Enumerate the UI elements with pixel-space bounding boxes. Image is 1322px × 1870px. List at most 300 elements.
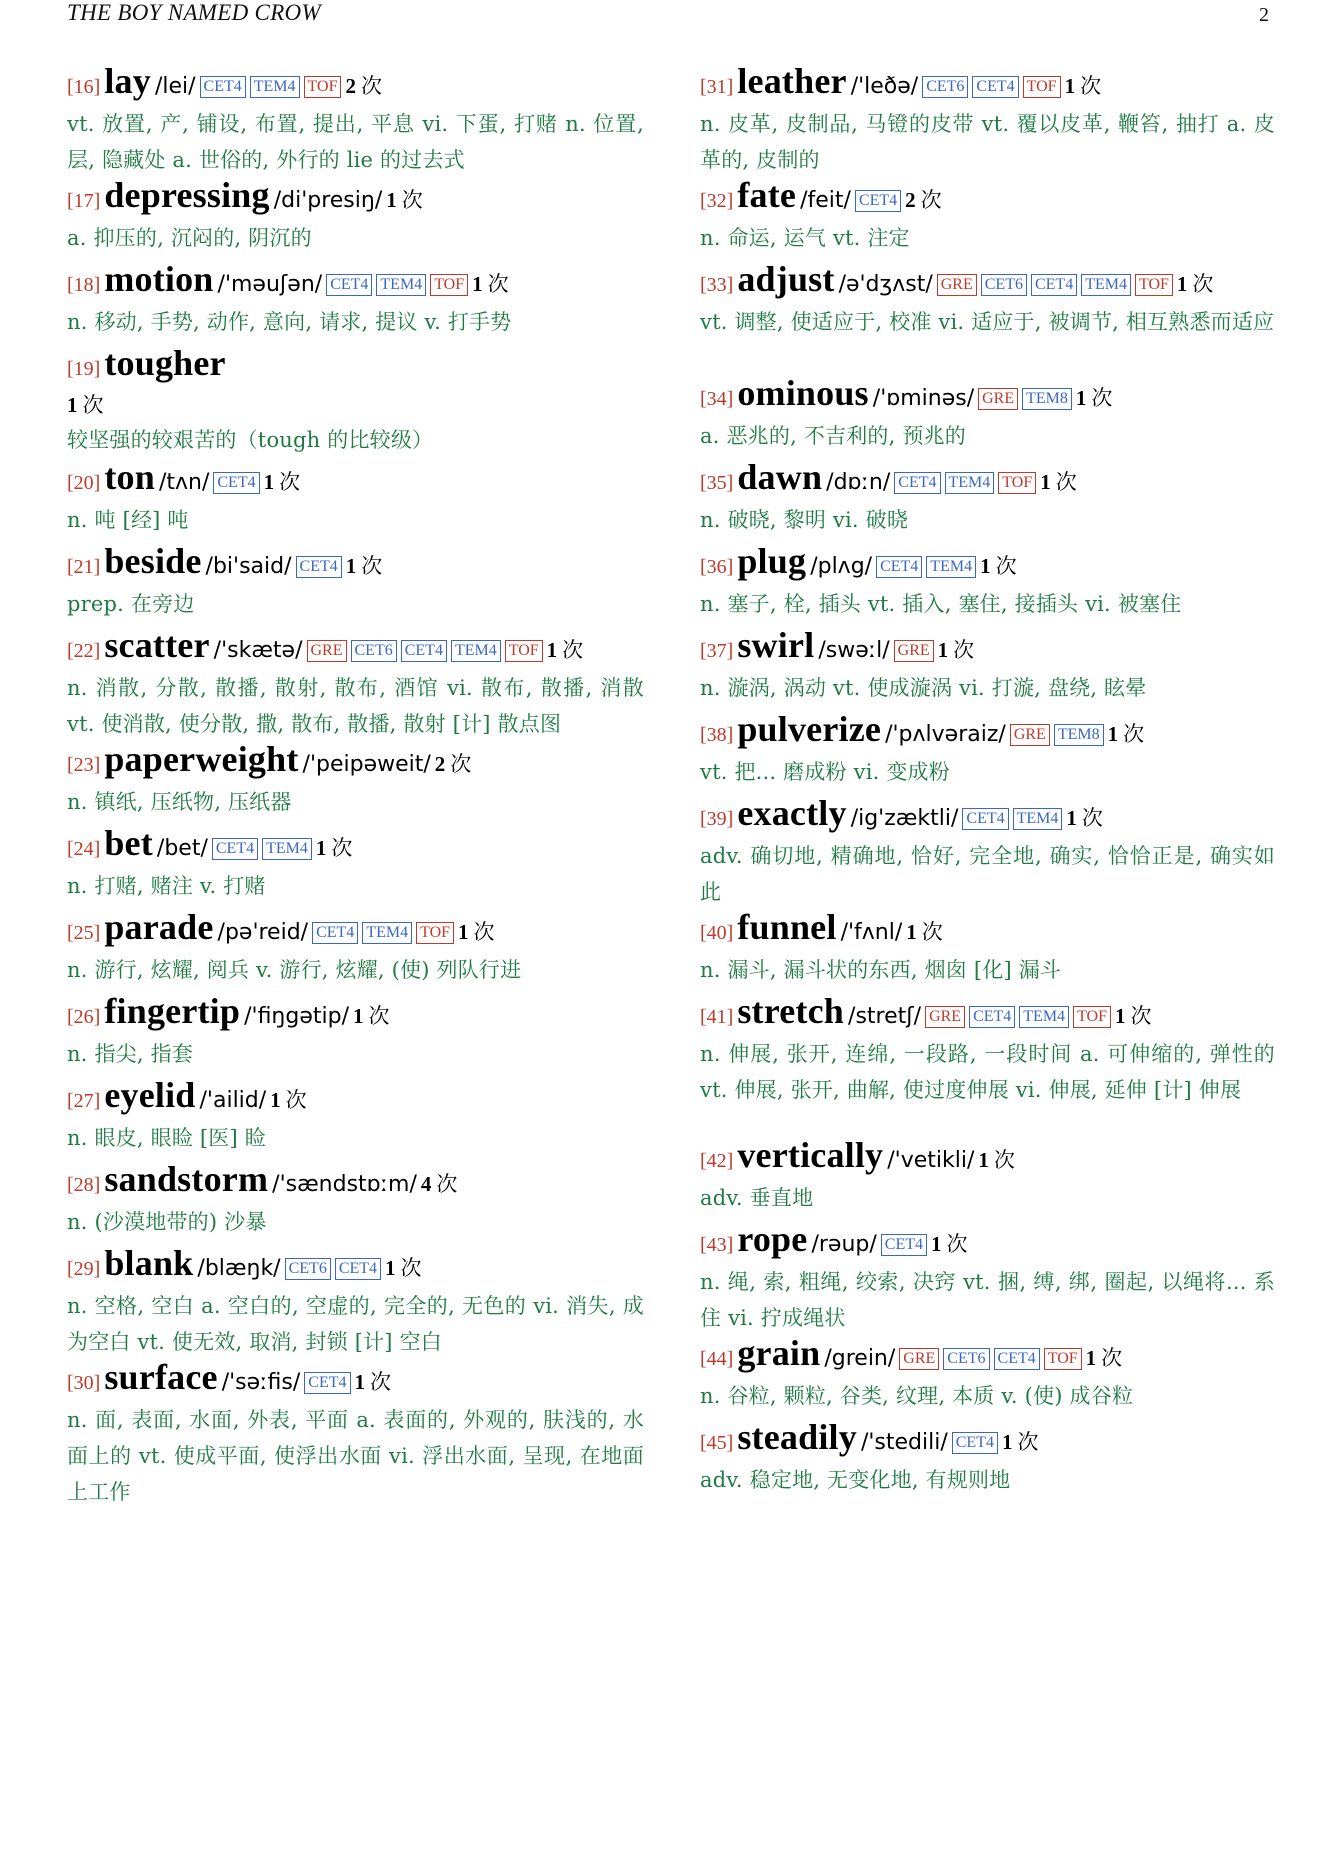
entry-phonetic: /'sændstɒːm/: [272, 1172, 417, 1197]
occurrence-count-unit: 次: [1080, 74, 1102, 98]
entry-phonetic: /'ɒminəs/: [872, 386, 975, 411]
entry-head: [67, 1244, 644, 1288]
entry-head: [700, 992, 1275, 1036]
occurrence-count: [435, 752, 472, 776]
vocab-entry: [700, 1220, 1275, 1336]
entry-word: paperweight: [104, 739, 299, 779]
entry-word: steadily: [737, 1417, 857, 1457]
occurrence-count: [316, 836, 353, 860]
exam-tag: CET4: [200, 76, 246, 98]
entry-word: grain: [737, 1333, 821, 1373]
occurrence-count: [1108, 722, 1145, 746]
vocab-entry: [67, 1358, 644, 1510]
entry-head: [700, 1136, 1275, 1180]
entry-definition: adv. 稳定地, 无变化地, 有规则地: [700, 1468, 1011, 1492]
vocab-entry: [700, 176, 1275, 256]
exam-tag: CET4: [994, 1348, 1040, 1370]
entry-word: exactly: [737, 793, 847, 833]
occurrence-count-unit: 次: [331, 836, 353, 860]
occurrence-count: [353, 1004, 390, 1028]
entry-definition: n. (沙漠地带的) 沙暴: [67, 1210, 267, 1234]
entry-word: eyelid: [104, 1075, 196, 1115]
occurrence-count: [472, 272, 509, 296]
occurrence-count: [938, 638, 975, 662]
entry-index: [17]: [67, 190, 101, 212]
occurrence-count: [547, 638, 584, 662]
entry-head: [700, 374, 1275, 418]
occurrence-count-number: 1: [1075, 386, 1087, 410]
occurrence-count-number: 1: [458, 920, 469, 944]
entry-head: [700, 542, 1275, 586]
entry-word: motion: [104, 259, 214, 299]
exam-tag: TOF: [416, 922, 454, 944]
entry-index: [39]: [700, 808, 734, 830]
entry-index: [18]: [67, 274, 101, 296]
entry-definition: n. 镇纸, 压纸物, 压纸器: [67, 790, 292, 814]
exam-tag: GRE: [307, 640, 347, 662]
exam-tag: CET4: [972, 76, 1018, 98]
occurrence-count: [1040, 470, 1077, 494]
entry-definition: n. 漏斗, 漏斗状的东西, 烟囱 [化] 漏斗: [700, 958, 1062, 982]
entry-phonetic: /'leðə/: [850, 74, 919, 99]
entry-phonetic: /tʌn/: [158, 470, 210, 495]
entry-index: [30]: [67, 1372, 101, 1394]
entry-definition: n. 皮革, 皮制品, 马镫的皮带 vt. 覆以皮革, 鞭笞, 抽打 a. 皮革的, 皮制的: [700, 112, 1275, 172]
occurrence-count: [355, 1370, 392, 1394]
entry-index: [32]: [700, 190, 734, 212]
entry-head: [67, 458, 644, 502]
entry-head: [67, 62, 644, 106]
entry-definition: n. 游行, 炫耀, 阅兵 v. 游行, 炫耀, (使) 列队行进: [67, 958, 522, 982]
occurrence-count: [905, 188, 942, 212]
vocab-entry: [700, 794, 1275, 910]
exam-tag: CET4: [304, 1372, 350, 1394]
vocab-entry: [67, 824, 644, 904]
entry-definition: vt. 把... 磨成粉 vi. 变成粉: [700, 760, 950, 784]
occurrence-count-unit: 次: [993, 1148, 1015, 1172]
entry-phonetic: /plʌg/: [810, 554, 873, 579]
vocab-entry: [67, 344, 644, 458]
vocab-entry: [67, 62, 644, 178]
exam-tag: GRE: [978, 388, 1018, 410]
entry-head: [700, 1334, 1275, 1378]
page-number: 2: [1259, 4, 1269, 26]
occurrence-count: [1115, 1004, 1152, 1028]
entry-definition: n. 破晓, 黎明 vi. 破晓: [700, 508, 909, 532]
entry-index: [33]: [700, 274, 734, 296]
exam-tag: TEM4: [1013, 808, 1063, 830]
entry-phonetic: /di'presiŋ/: [273, 188, 383, 213]
entry-head: [700, 1418, 1275, 1462]
entry-index: [35]: [700, 472, 734, 494]
occurrence-count-line: [67, 388, 644, 422]
exam-tag: GRE: [1010, 724, 1050, 746]
vocab-entry: [67, 260, 644, 340]
entry-definition: adv. 确切地, 精确地, 恰好, 完全地, 确实, 恰恰正是, 确实如此: [700, 844, 1275, 904]
occurrence-count-unit: 次: [361, 554, 383, 578]
entry-head: [67, 908, 644, 952]
occurrence-count-number: 1: [472, 272, 483, 296]
entry-index: [43]: [700, 1234, 734, 1256]
exam-tag: TOF: [1023, 76, 1061, 98]
vocab-entry: [67, 908, 644, 988]
occurrence-count-number: 1: [978, 1148, 989, 1172]
entry-word: fate: [737, 175, 797, 215]
exam-tag: TEM4: [362, 922, 412, 944]
entry-word: stretch: [737, 991, 845, 1031]
entry-definition: n. 消散, 分散, 散播, 散射, 散布, 酒馆 vi. 散布, 散播, 消散 vt. 使消散, 使分散, 撒, 散布, 散播, 散射 [计] 散点图: [67, 676, 644, 736]
entry-word: surface: [104, 1357, 218, 1397]
occurrence-count: [421, 1172, 458, 1196]
entry-head: [700, 1220, 1275, 1264]
entry-word: depressing: [104, 175, 270, 215]
vocab-entry: [700, 62, 1275, 178]
entry-word: adjust: [737, 259, 835, 299]
entry-phonetic: /'skætə/: [213, 638, 303, 663]
occurrence-count: [386, 188, 423, 212]
occurrence-count-number: 1: [263, 470, 275, 494]
occurrence-count-unit: 次: [1123, 722, 1145, 746]
occurrence-count: [1177, 272, 1214, 296]
occurrence-count: [67, 393, 104, 417]
occurrence-count-number: 1: [1064, 74, 1076, 98]
entry-definition: 较坚强的较艰苦的（tough 的比较级）: [67, 428, 434, 452]
occurrence-count-number: 1: [1001, 1430, 1013, 1454]
entry-head: [700, 626, 1275, 670]
occurrence-count: [345, 74, 382, 98]
occurrence-count-unit: 次: [953, 638, 975, 662]
occurrence-count-unit: 次: [401, 188, 423, 212]
entry-phonetic: /stretʃ/: [848, 1004, 922, 1029]
exam-tag: CET4: [962, 808, 1008, 830]
exam-tag: CET4: [212, 838, 258, 860]
occurrence-count-number: 1: [1040, 470, 1051, 494]
entry-index: [29]: [67, 1258, 101, 1280]
entry-index: [41]: [700, 1006, 734, 1028]
vocab-entry: [67, 740, 644, 820]
exam-tag: TOF: [998, 472, 1036, 494]
exam-tag: CET4: [335, 1258, 381, 1280]
entry-index: [36]: [700, 556, 734, 578]
occurrence-count-unit: 次: [450, 752, 472, 776]
occurrence-count-number: 1: [1107, 722, 1119, 746]
entry-word: bet: [104, 823, 153, 863]
occurrence-count-unit: 次: [1055, 470, 1077, 494]
occurrence-count: [980, 554, 1017, 578]
occurrence-count-number: 2: [905, 188, 916, 212]
exam-tag: CET4: [312, 922, 358, 944]
entry-index: [27]: [67, 1090, 101, 1112]
occurrence-count-number: 1: [1115, 1004, 1126, 1028]
entry-phonetic: /bet/: [156, 836, 208, 861]
occurrence-count: [906, 920, 943, 944]
entry-phonetic: /ə'dʒʌst/: [838, 272, 933, 297]
entry-head: [67, 824, 644, 868]
entry-phonetic: /'pʌlvəraiz/: [885, 722, 1006, 747]
occurrence-count: [1086, 1346, 1123, 1370]
entry-phonetic: /'fʌnl/: [840, 920, 903, 945]
exam-tag: TEM4: [376, 274, 426, 296]
entry-word: dawn: [737, 457, 823, 497]
entry-word: blank: [104, 1243, 194, 1283]
occurrence-count-number: 1: [345, 554, 357, 578]
exam-tag: CET6: [943, 1348, 989, 1370]
entry-definition: vt. 调整, 使适应于, 校准 vi. 适应于, 被调节, 相互熟悉而适应: [700, 310, 1275, 334]
entry-phonetic: /blæŋk/: [197, 1256, 281, 1281]
vocab-entry: [67, 458, 644, 538]
entry-head: [67, 626, 644, 670]
entry-index: [28]: [67, 1174, 101, 1196]
entry-word: pulverize: [737, 709, 882, 749]
occurrence-count-unit: 次: [1101, 1346, 1123, 1370]
entry-index: [44]: [700, 1348, 734, 1370]
vocab-entry: [700, 458, 1275, 538]
entry-word: swirl: [737, 625, 815, 665]
vocab-entry: [700, 908, 1275, 988]
entry-head: [700, 62, 1275, 106]
entry-head: [700, 908, 1275, 952]
entry-definition: n. 塞子, 栓, 插头 vt. 插入, 塞住, 接插头 vi. 被塞住: [700, 592, 1182, 616]
exam-tag: TOF: [1044, 1348, 1082, 1370]
exam-tag: TOF: [1073, 1006, 1111, 1028]
exam-tag: TEM8: [1054, 724, 1104, 746]
entry-index: [25]: [67, 922, 101, 944]
entry-phonetic: /feit/: [800, 188, 851, 213]
exam-tag: CET6: [981, 274, 1027, 296]
exam-tag: TEM4: [1019, 1006, 1069, 1028]
vocab-entry: [700, 1136, 1275, 1216]
entry-phonetic: /bi'said/: [205, 554, 292, 579]
entry-phonetic: /dɒːn/: [826, 470, 891, 495]
vocab-entry: [700, 1334, 1275, 1414]
vocab-entry: [700, 710, 1275, 790]
entry-index: [23]: [67, 754, 101, 776]
entry-definition: a. 恶兆的, 不吉利的, 预兆的: [700, 424, 966, 448]
occurrence-count-unit: 次: [360, 74, 382, 98]
entry-head: [67, 542, 644, 586]
entry-definition: n. 绳, 索, 粗绳, 绞索, 决窍 vt. 捆, 缚, 绑, 圈起, 以绳将... 系住 vi. 拧成绳状: [700, 1270, 1275, 1330]
entry-index: [20]: [67, 472, 101, 494]
entry-phonetic: /'peipəweit/: [302, 752, 431, 777]
entry-index: [37]: [700, 640, 734, 662]
exam-tag: CET4: [855, 190, 901, 212]
exam-tag: GRE: [894, 640, 934, 662]
entry-phonetic: /'səːfis/: [221, 1370, 301, 1395]
exam-tag: TOF: [505, 640, 543, 662]
entry-word: rope: [737, 1219, 808, 1259]
exam-tag: TEM8: [1022, 388, 1072, 410]
entry-head: [67, 1076, 644, 1120]
exam-tag: CET6: [285, 1258, 331, 1280]
occurrence-count: [270, 1088, 307, 1112]
exam-tag: CET4: [952, 1432, 998, 1454]
entry-phonetic: /'fiŋgətip/: [244, 1004, 349, 1029]
occurrence-count-number: 1: [980, 554, 991, 578]
occurrence-count-number: 1: [937, 638, 949, 662]
exam-tag: TEM4: [945, 472, 995, 494]
entry-word: plug: [737, 541, 807, 581]
entry-word: fingertip: [104, 991, 241, 1031]
entry-index: [26]: [67, 1006, 101, 1028]
occurrence-count: [458, 920, 495, 944]
occurrence-count-number: 1: [386, 188, 397, 212]
entry-index: [21]: [67, 556, 101, 578]
entry-phonetic: /rəup/: [811, 1232, 877, 1257]
exam-tag: TEM4: [262, 838, 312, 860]
exam-tag: TEM4: [1081, 274, 1131, 296]
occurrence-count-number: 1: [546, 638, 558, 662]
occurrence-count-unit: 次: [1017, 1430, 1039, 1454]
occurrence-count-unit: 次: [436, 1172, 458, 1196]
entry-head: [67, 1160, 644, 1204]
occurrence-count: [385, 1256, 422, 1280]
occurrence-count: [264, 470, 301, 494]
occurrence-count-number: 1: [315, 836, 327, 860]
exam-tag: CET4: [876, 556, 922, 578]
occurrence-count-number: 1: [1085, 1346, 1097, 1370]
entry-phonetic: /'stedili/: [860, 1430, 948, 1455]
entry-word: funnel: [737, 907, 837, 947]
entry-definition: a. 抑压的, 沉闷的, 阴沉的: [67, 226, 312, 250]
entry-head: [67, 740, 644, 784]
occurrence-count: [346, 554, 383, 578]
exam-tag: CET4: [326, 274, 372, 296]
occurrence-count-number: 4: [420, 1172, 432, 1196]
occurrence-count-unit: 次: [400, 1256, 422, 1280]
entry-head: [67, 1358, 644, 1402]
entry-index: [42]: [700, 1150, 734, 1172]
exam-tag: CET4: [969, 1006, 1015, 1028]
entry-head: [700, 260, 1275, 304]
exam-tag: TEM4: [451, 640, 501, 662]
entry-definition: prep. 在旁边: [67, 592, 195, 616]
exam-tag: TOF: [1135, 274, 1173, 296]
occurrence-count-number: 1: [385, 1256, 396, 1280]
vocab-entry: [67, 542, 644, 622]
vocab-entry: [67, 1076, 644, 1156]
entry-word: lay: [104, 61, 151, 101]
vocab-entry: [700, 626, 1275, 706]
entry-definition: n. 吨 [经] 吨: [67, 508, 189, 532]
entry-word: leather: [737, 61, 847, 101]
entry-definition: n. 移动, 手势, 动作, 意向, 请求, 提议 v. 打手势: [67, 310, 512, 334]
occurrence-count-number: 1: [353, 1004, 364, 1028]
entry-definition: n. 打赌, 赌注 v. 打赌: [67, 874, 266, 898]
occurrence-count-unit: 次: [1081, 806, 1103, 830]
entry-head: [700, 176, 1275, 220]
entry-head: [700, 458, 1275, 502]
occurrence-count: [1065, 74, 1102, 98]
exam-tag: CET6: [351, 640, 397, 662]
entry-definition: n. 面, 表面, 水面, 外表, 平面 a. 表面的, 外观的, 肤浅的, 水面上的 vt. 使成平面, 使浮出水面 vi. 浮出水面, 呈现, 在地面上工作: [67, 1408, 644, 1504]
entry-head: [67, 992, 644, 1036]
entry-phonetic: /grein/: [824, 1346, 896, 1371]
entry-phonetic: /lei/: [154, 74, 196, 99]
exam-tag: CET6: [922, 76, 968, 98]
entry-word: scatter: [104, 625, 210, 665]
occurrence-count-unit: 次: [279, 470, 301, 494]
page-header-title: THE BOY NAMED CROW: [67, 0, 321, 25]
occurrence-count-unit: 次: [82, 393, 104, 417]
occurrence-count-number: 1: [1176, 272, 1188, 296]
vocab-entry: [700, 542, 1275, 622]
entry-phonetic: /pə'reid/: [217, 920, 309, 945]
vocab-entry: [700, 992, 1275, 1108]
entry-definition: n. 空格, 空白 a. 空白的, 空虚的, 完全的, 无色的 vi. 消失, 成为空白 vt. 使无效, 取消, 封锁 [计] 空白: [67, 1294, 644, 1354]
entry-head: [67, 344, 644, 388]
occurrence-count-unit: 次: [1130, 1004, 1152, 1028]
occurrence-count-unit: 次: [1091, 386, 1113, 410]
occurrence-count: [1066, 806, 1103, 830]
entry-word: parade: [104, 907, 214, 947]
entry-word: vertically: [737, 1135, 884, 1175]
vocab-entry: [700, 260, 1275, 340]
vocab-entry: [67, 992, 644, 1072]
entry-definition: n. 谷粒, 颗粒, 谷类, 纹理, 本质 v. (使) 成谷粒: [700, 1384, 1134, 1408]
entry-phonetic: /'məuʃən/: [217, 272, 323, 297]
occurrence-count-number: 1: [1066, 806, 1077, 830]
entry-word: tougher: [104, 343, 226, 383]
occurrence-count-unit: 次: [487, 272, 509, 296]
occurrence-count: [978, 1148, 1015, 1172]
entry-definition: vt. 放置, 产, 铺设, 布置, 提出, 平息 vi. 下蛋, 打赌 n. 位置, 层, 隐藏处 a. 世俗的, 外行的 lie 的过去式: [67, 112, 644, 172]
entry-index: [31]: [700, 76, 734, 98]
occurrence-count-unit: 次: [370, 1370, 392, 1394]
entry-head: [700, 794, 1275, 838]
entry-definition: n. 漩涡, 涡动 vt. 使成漩涡 vi. 打漩, 盘绕, 眩晕: [700, 676, 1147, 700]
vocab-entry: [700, 374, 1275, 454]
entry-head: [67, 176, 644, 220]
occurrence-count-unit: 次: [921, 920, 943, 944]
occurrence-count-unit: 次: [920, 188, 942, 212]
entry-phonetic: /'ailid/: [199, 1088, 267, 1113]
occurrence-count-number: 2: [434, 752, 446, 776]
entry-index: [45]: [700, 1432, 734, 1454]
occurrence-count-number: 1: [906, 920, 917, 944]
vocab-entry: [67, 626, 644, 742]
vocab-entry: [67, 176, 644, 256]
entry-definition: adv. 垂直地: [700, 1186, 814, 1210]
occurrence-count: [1002, 1430, 1039, 1454]
occurrence-count-unit: 次: [1192, 272, 1214, 296]
entry-definition: n. 眼皮, 眼睑 [医] 睑: [67, 1126, 266, 1150]
occurrence-count-unit: 次: [285, 1088, 307, 1112]
occurrence-count-number: 1: [67, 393, 78, 417]
entry-index: [16]: [67, 76, 101, 98]
entry-definition: n. 伸展, 张开, 连绵, 一段路, 一段时间 a. 可伸缩的, 弹性的 vt. 伸展, 张开, 曲解, 使过度伸展 vi. 伸展, 延伸 [计] 伸展: [700, 1042, 1275, 1102]
entry-index: [22]: [67, 640, 101, 662]
occurrence-count-unit: 次: [995, 554, 1017, 578]
exam-tag: TEM4: [250, 76, 300, 98]
occurrence-count-number: 1: [270, 1088, 281, 1112]
entry-index: [24]: [67, 838, 101, 860]
exam-tag: GRE: [925, 1006, 965, 1028]
entry-index: [34]: [700, 388, 734, 410]
exam-tag: GRE: [899, 1348, 939, 1370]
exam-tag: GRE: [937, 274, 977, 296]
exam-tag: CET4: [213, 472, 259, 494]
occurrence-count-unit: 次: [562, 638, 584, 662]
occurrence-count-unit: 次: [368, 1004, 390, 1028]
exam-tag: CET4: [401, 640, 447, 662]
vocab-entry: [700, 1418, 1275, 1498]
entry-head: [67, 260, 644, 304]
exam-tag: TOF: [430, 274, 468, 296]
vocab-entry: [67, 1244, 644, 1360]
occurrence-count-unit: 次: [473, 920, 495, 944]
entry-phonetic: /'vetikli/: [887, 1148, 975, 1173]
entry-word: ominous: [737, 373, 869, 413]
